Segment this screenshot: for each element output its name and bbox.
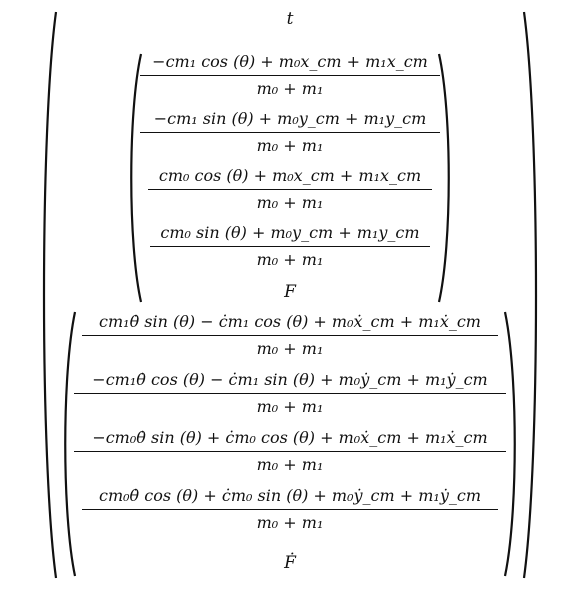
fraction-bar [82,335,498,336]
inner-1-fraction-1 [140,52,440,99]
fraction-denominator: m₀ + m₁ [256,136,324,155]
fraction-numerator: cm₀θ̇ cos (θ) + ċm₀ sin (θ) + m₀ẏ_cm + m₁ẏ_cm [99,486,481,505]
fraction-numerator: cm₀ cos (θ) + m₀x_cm + m₁x_cm [158,166,422,185]
outer-entry-t: t [286,9,294,29]
fraction-bar [150,246,430,247]
inner-2-fraction-2 [74,370,506,417]
fraction-bar [74,393,506,394]
inner-2-fraction-3 [74,428,506,475]
fraction-denominator: m₀ + m₁ [256,79,324,98]
fraction-numerator: −cm₁θ̇ cos (θ) − ċm₁ sin (θ) + m₀ẏ_cm + m₁ẏ_cm [92,370,488,389]
fraction-bar [140,75,440,76]
fraction-bar [74,451,506,452]
fraction-bar [82,509,498,510]
fraction-numerator: cm₀ sin (θ) + m₀y_cm + m₁y_cm [160,223,420,242]
fraction-denominator: m₀ + m₁ [256,339,324,358]
inner-2-fraction-1 [82,312,498,359]
inner-1-entry-F: F [284,282,296,302]
fraction-denominator: m₀ + m₁ [256,193,324,212]
fraction-denominator: m₀ + m₁ [256,455,324,474]
fraction-denominator: m₀ + m₁ [256,250,324,269]
fraction-numerator: −cm₀θ̇ sin (θ) + ċm₀ cos (θ) + m₀ẋ_cm + m₁ẋ_cm [92,428,488,447]
inner-2-fraction-4 [82,486,498,533]
inner-1-fraction-4 [150,223,430,270]
fraction-denominator: m₀ + m₁ [256,397,324,416]
fraction-denominator: m₀ + m₁ [256,513,324,532]
inner-1-fraction-3 [148,166,432,213]
fraction-bar [148,189,432,190]
fraction-bar [140,132,440,133]
fraction-numerator: cm₁θ̇ sin (θ) − ċm₁ cos (θ) + m₀ẋ_cm + m₁ẋ_cm [99,312,481,331]
inner-2-entry-F-dot: Ḟ [284,553,296,573]
fraction-numerator: −cm₁ cos (θ) + m₀x_cm + m₁x_cm [152,52,428,71]
fraction-numerator: −cm₁ sin (θ) + m₀y_cm + m₁y_cm [153,109,427,128]
inner-1-fraction-2 [140,109,440,156]
